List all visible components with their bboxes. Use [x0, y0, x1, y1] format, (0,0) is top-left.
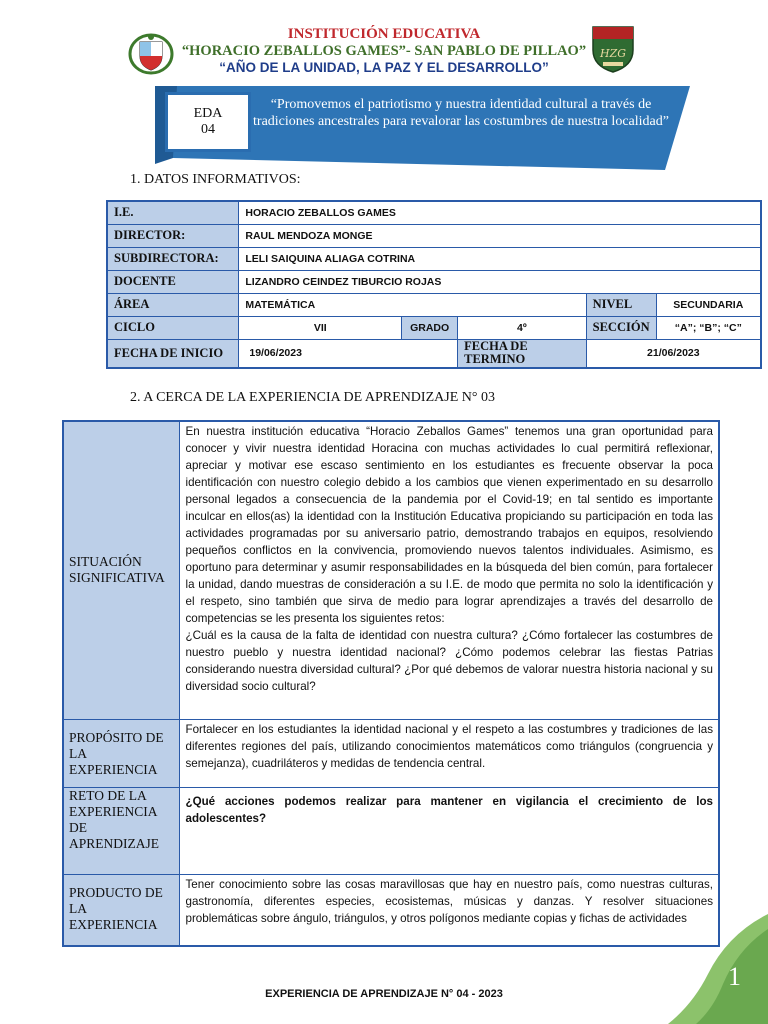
proposito-text: Fortalecer en los estudiantes la identidad nacional y el respeto a las costumbres y tradiciones de las diferentes regiones del país, utilizando conocimientos matemáticos como triángulos (congruencia y semejanza), cuadriláteros y medidas de tendencia central. — [179, 719, 719, 787]
table-row — [107, 316, 761, 339]
table-row — [63, 719, 719, 787]
area-value: MATEMÁTICA — [239, 293, 586, 316]
eda-number: 04 — [201, 122, 215, 137]
area-label: ÁREA — [107, 293, 239, 316]
nivel-label: NIVEL — [586, 293, 656, 316]
info-table — [106, 200, 762, 369]
table-row — [63, 787, 719, 874]
situacion-cell — [179, 421, 719, 719]
section-1-title: 1. DATOS INFORMATIVOS: — [130, 172, 301, 187]
corner-leaf-decoration — [608, 914, 768, 1024]
table-row — [107, 247, 761, 270]
nivel-value: SECUNDARIA — [656, 293, 761, 316]
table-row — [107, 339, 761, 368]
table-row — [107, 201, 761, 224]
eda-label: EDA — [193, 106, 223, 121]
ie-value: HORACIO ZEBALLOS GAMES — [239, 201, 761, 224]
ciclo-label: CICLO — [107, 316, 239, 339]
table-row — [107, 224, 761, 247]
page-header — [0, 22, 768, 78]
year-motto: “AÑO DE LA UNIDAD, LA PAZ Y EL DESARROLLO” — [219, 60, 549, 75]
fecha-termino-label: FECHA DE TERMINO — [458, 339, 587, 368]
grado-label: GRADO — [402, 316, 458, 339]
situacion-questions: ¿Cuál es la causa de la falta de identidad con nuestra cultura? ¿Cómo fortalecer las costumbres de nuestro pueblo y nuestra identidad nacional? ¿Cómo podemos celebrar las fiestas Patrias considerando nuestra diversidad cultural? ¿Por qué debemos de valorar nuestra historia nacional y su diversidad socio cultural? — [185, 629, 713, 693]
table-row — [107, 293, 761, 316]
fecha-termino-value: 21/06/2023 — [586, 339, 761, 368]
producto-text: Tener conocimiento sobre las cosas maravillosas que hay en nuestro país, como nuestras culturas, gastronomía, diferentes especies, ecosistemas, músicas y danzas. Y resolver situaciones problemáticas sobre ángulo, triángulos, y otros polígonos mediante copias y fichas de actividades — [179, 874, 719, 946]
grado-value: 4º — [458, 316, 587, 339]
subdirectora-value: LELI SAIQUINA ALIAGA COTRINA — [239, 247, 761, 270]
section-2-title: 2. A CERCA DE LA EXPERIENCIA DE APRENDIZAJE N° 03 — [130, 390, 495, 405]
eda-title: “Promovemos el patriotismo y nuestra identidad cultural a través de tradiciones ancestrales para revalorar las costumbres de nuestra localidad” — [253, 97, 669, 129]
director-value: RAUL MENDOZA MONGE — [239, 224, 761, 247]
director-label: DIRECTOR: — [107, 224, 239, 247]
institution-label: INSTITUCIÓN EDUCATIVA — [287, 26, 481, 42]
page-number: 1 — [728, 962, 741, 991]
table-row — [107, 270, 761, 293]
school-shield-icon — [590, 24, 636, 74]
producto-label: PRODUCTO DE LA EXPERIENCIA — [63, 874, 179, 946]
school-name: “HORACIO ZEBALLOS GAMES”- SAN PABLO DE PILLAO” — [181, 43, 587, 59]
table-row — [63, 421, 719, 719]
reto-text: ¿Qué acciones podemos realizar para mantener en vigilancia el crecimiento de los adolescentes? — [179, 787, 719, 874]
fecha-inicio-value: 19/06/2023 — [239, 339, 458, 368]
reto-label: RETO DE LA EXPERIENCIA DE APRENDIZAJE — [63, 787, 179, 874]
docente-label: DOCENTE — [107, 270, 239, 293]
experience-table — [62, 420, 720, 947]
subdirectora-label: SUBDIRECTORA: — [107, 247, 239, 270]
seccion-label: SECCIÓN — [586, 316, 656, 339]
situacion-text: En nuestra institución educativa “Horacio Zeballos Games” tenemos una gran oportunidad para conocer y vivir nuestra identidad Horacina con muchas actividades lo cual permitirá reflexionar, apreciar y motivar ese escaso sentimiento en los estudiantes es frecuente observar la poca identificación con nuestro colegio debido a los cambios que vienen experimentado en su desarrollo personal legados a consecuencia de la pandemia por el Covid-19; en tal sentido es importante inculcar en ellos(as) la identidad con la Institución Educativa propiciando su participación en toda las actividades programadas por su aniversario patrio, demostrando trabajos en equipos, resolviendo pequeños conflictos en la convivencia, promoviendo nuevos talentos individuales. Asimismo, es oportuno para determinar y asumir responsabilidades en la búsqueda del bien común, para fortalecer la unidad, dando muestras de consideración a su I.E. de modo que permita no solo la identificación y el respeto, sino también que sirva de medio para lograr aprendizajes a través del desarrollo de competencias se les presenta los siguientes retos: — [185, 425, 713, 625]
docente-value: LIZANDRO CEINDEZ TIBURCIO ROJAS — [239, 270, 761, 293]
eda-box — [165, 92, 251, 152]
eda-banner — [155, 86, 690, 170]
fecha-inicio-label: FECHA DE INICIO — [107, 339, 239, 368]
situacion-label: SITUACIÓN SIGNIFICATIVA — [63, 421, 179, 719]
svg-text:HZG: HZG — [599, 47, 627, 60]
seccion-value: “A”; “B”; “C” — [656, 316, 761, 339]
proposito-label: PROPÓSITO DE LA EXPERIENCIA — [63, 719, 179, 787]
ie-label: I.E. — [107, 201, 239, 224]
ciclo-value: VII — [239, 316, 402, 339]
page-footer: EXPERIENCIA DE APRENDIZAJE N° 04 - 2023 — [265, 988, 503, 1000]
